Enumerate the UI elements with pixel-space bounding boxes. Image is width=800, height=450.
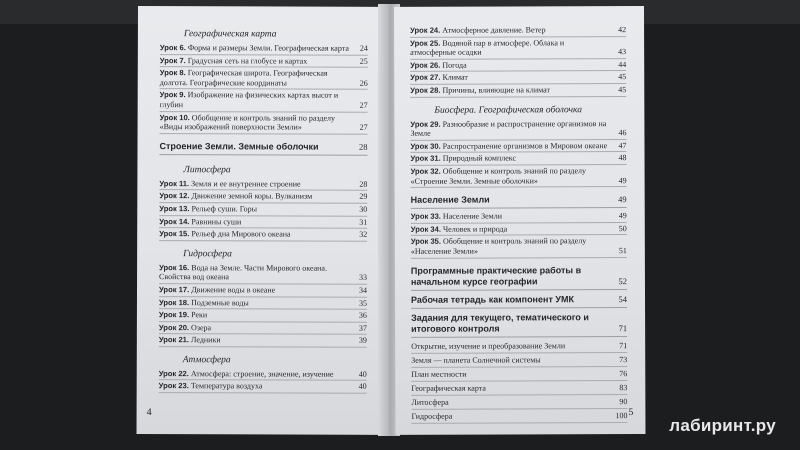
lesson-label: Урок 33.	[410, 211, 441, 221]
lesson-label: Урок 32.	[410, 166, 441, 176]
control-entry	[411, 367, 627, 382]
lesson-title: Атмосферное давление. Ветер	[442, 25, 546, 35]
lesson-label: Урок 26.	[410, 60, 441, 70]
section-heading-text: Население Земли	[410, 194, 490, 205]
toc-entry	[159, 216, 367, 229]
toc-entry-text	[411, 236, 611, 256]
lesson-title: Климат	[442, 72, 468, 83]
toc-entry-text	[159, 217, 351, 227]
page-number: 40	[358, 382, 367, 392]
control-entry-title: Открытие, изучение и преобразование Земли	[411, 340, 566, 351]
toc-entry-text	[159, 179, 351, 189]
lesson-title: Водяной пар в атмосфере. Облака и атмосферные осадки	[410, 37, 565, 58]
lesson-label: Урок 27.	[410, 73, 441, 83]
toc-entry-text	[411, 224, 611, 234]
toc-entry	[159, 190, 367, 203]
section-heading: Биосфера. Географическая оболочка	[434, 104, 582, 116]
control-entry	[411, 409, 627, 424]
control-entry-title: Земля — планета Солнечной системы	[411, 354, 541, 365]
page-number: 33	[359, 273, 368, 283]
lesson-title: Население Земли	[442, 211, 503, 221]
page-number: 29	[359, 192, 368, 202]
lesson-title: Рельеф дна Мирового океана	[191, 229, 291, 239]
page-number: 27	[359, 122, 368, 132]
lesson-label: Урок 28.	[410, 85, 441, 95]
control-entry	[411, 339, 627, 354]
toc-entry-text	[160, 113, 352, 133]
toc-entry-text	[159, 335, 351, 345]
lesson-title: Вода на Земле. Части Мирового океана. Свойства вод океана	[159, 262, 328, 282]
toc-entry-text	[410, 119, 610, 139]
lesson-label: Урок 31.	[410, 154, 441, 164]
lesson-label: Урок 11.	[159, 178, 190, 188]
watermark-logo: лабиринт.ру	[669, 416, 776, 435]
control-entry	[411, 395, 627, 410]
page-number: 36	[358, 310, 367, 320]
page-number: 50	[618, 223, 627, 233]
toc-entry-text	[160, 43, 352, 53]
lesson-title: Земля и ее внутреннее строение	[191, 178, 301, 189]
control-entry-title: Географическая карта	[411, 383, 486, 393]
control-entry-page: 90	[619, 396, 628, 406]
major-heading-page: 54	[618, 293, 628, 304]
toc-entry	[410, 37, 626, 60]
lesson-title: Ледники	[191, 335, 221, 345]
section-page-number: 49	[618, 194, 627, 205]
toc-entry	[160, 42, 368, 55]
section-heading: Литосфера	[183, 164, 231, 176]
lesson-label: Урок 23.	[158, 381, 189, 391]
lesson-label: Урок 13.	[159, 204, 190, 214]
lesson-label: Урок 19.	[158, 310, 190, 320]
lesson-label: Урок 15.	[159, 229, 190, 239]
page-number: 45	[618, 72, 627, 82]
lesson-title: Температура воздуха	[190, 381, 263, 391]
toc-entry	[410, 71, 626, 84]
toc-entry	[159, 178, 367, 191]
lesson-label: Урок 8.	[159, 68, 186, 78]
lesson-label: Урок 24.	[410, 25, 441, 35]
lesson-label: Урок 10.	[159, 112, 190, 122]
toc-entry-text	[159, 382, 351, 392]
control-entry-page: 76	[619, 368, 628, 378]
toc-entry	[160, 89, 368, 112]
lesson-title: Атмосфера: строение, значение, изучение	[190, 369, 334, 379]
major-heading	[411, 292, 627, 309]
lesson-title: Природный комплекс	[442, 153, 517, 164]
lesson-title: Обобщение и контроль знаний по разделу «Строение Земли. Земные оболочки»	[410, 166, 586, 186]
page-number: 40	[358, 369, 367, 379]
book-page-right	[394, 6, 645, 435]
lesson-label: Урок 16.	[159, 262, 190, 272]
toc-entry	[159, 322, 367, 335]
page-number: 24	[359, 43, 368, 53]
toc-entry-text	[411, 153, 611, 163]
toc-entry-text	[159, 298, 351, 308]
lesson-title: Географическая широта. Географическая долгота. Географические координаты	[159, 68, 328, 88]
toc-entry	[159, 309, 367, 322]
page-number: 26	[359, 78, 368, 88]
section-heading: Атмосфера	[182, 355, 231, 366]
section-heading: Географическая карта	[183, 29, 277, 40]
section-gap	[410, 97, 626, 103]
section-gap	[159, 347, 367, 353]
page-number: 46	[618, 128, 627, 138]
page-number: 42	[618, 25, 627, 35]
toc-entry-text	[410, 60, 610, 70]
lesson-label: Урок 7.	[159, 55, 186, 65]
lesson-label: Урок 29.	[410, 119, 441, 129]
page-number: 44	[618, 59, 627, 69]
control-entry-title: Литосфера	[411, 397, 449, 407]
section-heading: Гидросфера	[183, 248, 232, 260]
toc-entry-text	[410, 141, 610, 151]
toc-entry	[411, 152, 627, 165]
page-number: 31	[359, 217, 368, 227]
lesson-label: Урок 30.	[410, 141, 441, 151]
lesson-title: Подземные воды	[191, 297, 249, 307]
lesson-title: Изображение на физических картах высот и глубин	[159, 90, 339, 110]
toc-entry	[159, 228, 367, 241]
book-page-left	[137, 6, 382, 435]
toc-entry	[410, 84, 626, 97]
toc-entry	[159, 203, 367, 216]
toc-entry-text	[159, 229, 351, 239]
lesson-title: Озера	[191, 322, 212, 332]
toc-entry	[410, 140, 626, 153]
toc-entry-text	[411, 211, 611, 221]
lesson-title: Рельеф суши. Горы	[191, 204, 258, 214]
page-number: 30	[359, 204, 368, 214]
page-number: 32	[359, 229, 368, 239]
section-gap	[159, 157, 367, 163]
page-number: 47	[618, 140, 627, 150]
page-number-right: 5	[628, 407, 634, 419]
toc-entry	[159, 262, 367, 285]
toc-entry	[160, 112, 368, 135]
major-heading-text: Задания для текущего, тематического и итогового контроля	[411, 311, 589, 334]
lesson-title: Распространение организмов в Мировом океане	[442, 140, 608, 151]
lesson-label: Урок 25.	[410, 38, 441, 48]
page-number: 25	[359, 56, 368, 66]
toc-entry	[159, 284, 367, 297]
page-number: 45	[618, 85, 627, 95]
control-entry-page: 83	[619, 382, 628, 392]
lesson-title: Равнины суши	[191, 216, 242, 226]
toc-entry-text	[159, 204, 351, 214]
lesson-title: Форма и размеры Земли. Географическая карта	[187, 43, 349, 53]
lesson-title: Обобщение и контроль знаний по разделу «Виды изображений поверхности Земли»	[159, 112, 336, 132]
control-entry-page: 73	[619, 354, 628, 364]
page-number: 48	[618, 153, 627, 163]
toc-entry	[410, 24, 626, 37]
lesson-title: Человек и природа	[442, 224, 508, 234]
section-heading-bold	[159, 139, 367, 156]
toc-entry-text	[159, 369, 351, 379]
lesson-label: Урок 6.	[159, 43, 186, 53]
control-entry-title: Гидросфера	[411, 411, 453, 421]
lesson-title: Разнообразие и распространение организмов на Земле	[410, 118, 607, 138]
control-entry	[411, 353, 627, 368]
toc-entry-text	[159, 263, 351, 283]
lesson-title: Реки	[191, 310, 208, 320]
toc-entry-text	[159, 191, 351, 201]
lesson-title: Градусная сеть на глобусе и картах	[187, 55, 308, 66]
lesson-label: Урок 20.	[158, 322, 190, 332]
toc-entry-text	[410, 72, 610, 82]
major-heading-text: Программные практические работы в начальном курсе географии	[410, 264, 582, 287]
toc-entry	[160, 67, 368, 90]
toc-entry	[410, 118, 626, 141]
page-number: 34	[358, 285, 368, 295]
toc-entry-text	[410, 25, 610, 35]
lesson-title: Движение земной коры. Вулканизм	[191, 191, 313, 201]
lesson-label: Урок 9.	[159, 90, 186, 100]
lesson-label: Урок 12.	[159, 191, 190, 201]
toc-entry	[160, 55, 368, 68]
lesson-label: Урок 22.	[158, 368, 189, 379]
toc-entry	[159, 381, 367, 394]
lesson-label: Урок 17.	[158, 284, 190, 295]
toc-entry-text	[159, 310, 351, 320]
lesson-title: Причины, влияющие на климат	[442, 85, 550, 95]
page-number: 51	[618, 245, 627, 255]
toc-entry	[159, 297, 367, 310]
toc-right	[394, 6, 645, 423]
section-gap	[159, 241, 367, 247]
toc-entry-text	[160, 90, 352, 110]
page-number-left: 4	[146, 407, 152, 419]
toc-entry-text	[160, 68, 352, 88]
page-number: 35	[358, 298, 367, 308]
page-number: 27	[359, 100, 368, 110]
lesson-label: Урок 34.	[410, 224, 441, 234]
page-number: 39	[358, 336, 367, 346]
page-number: 49	[618, 211, 627, 221]
page-number: 37	[358, 323, 367, 333]
control-entry	[411, 381, 627, 396]
lesson-label: Урок 18.	[158, 297, 190, 307]
toc-entry-text	[159, 285, 351, 295]
control-entry-title: План местности	[411, 369, 467, 379]
lesson-label: Урок 21.	[158, 335, 190, 345]
toc-entry	[411, 223, 627, 236]
page-number: 43	[618, 47, 627, 57]
page-number: 49	[618, 175, 627, 185]
page-number: 28	[359, 179, 368, 189]
lesson-title: Погода	[442, 60, 467, 70]
control-entry-page: 100	[615, 410, 628, 420]
control-entry-page: 71	[619, 340, 628, 350]
toc-entry-text	[160, 56, 352, 66]
toc-entry	[410, 59, 626, 72]
toc-entry	[411, 210, 627, 223]
section-heading-bold	[411, 192, 627, 209]
major-heading-page: 71	[618, 322, 628, 333]
toc-entry	[411, 165, 627, 188]
section-heading-text: Строение Земли. Земные оболочки	[159, 140, 319, 152]
toc-left	[137, 6, 382, 399]
lesson-title: Обобщение и контроль знаний по разделу «Население Земли»	[410, 236, 587, 256]
major-heading-text: Рабочая тетрадь как компонент УМК	[411, 293, 574, 305]
section-gap	[159, 393, 367, 399]
toc-entry	[159, 334, 367, 347]
toc-entry	[159, 368, 367, 381]
major-heading	[411, 263, 627, 291]
toc-entry-text	[410, 85, 610, 95]
major-heading-page: 52	[618, 275, 627, 286]
lesson-label: Урок 35.	[410, 237, 442, 247]
lesson-label: Урок 14.	[159, 216, 190, 226]
toc-entry	[411, 235, 627, 258]
major-heading	[411, 310, 627, 338]
lesson-title: Движение воды в океане	[191, 285, 276, 295]
toc-entry-text	[159, 323, 351, 333]
section-page-number: 28	[358, 141, 368, 152]
toc-entry-text	[411, 166, 611, 186]
toc-entry-text	[410, 38, 610, 58]
